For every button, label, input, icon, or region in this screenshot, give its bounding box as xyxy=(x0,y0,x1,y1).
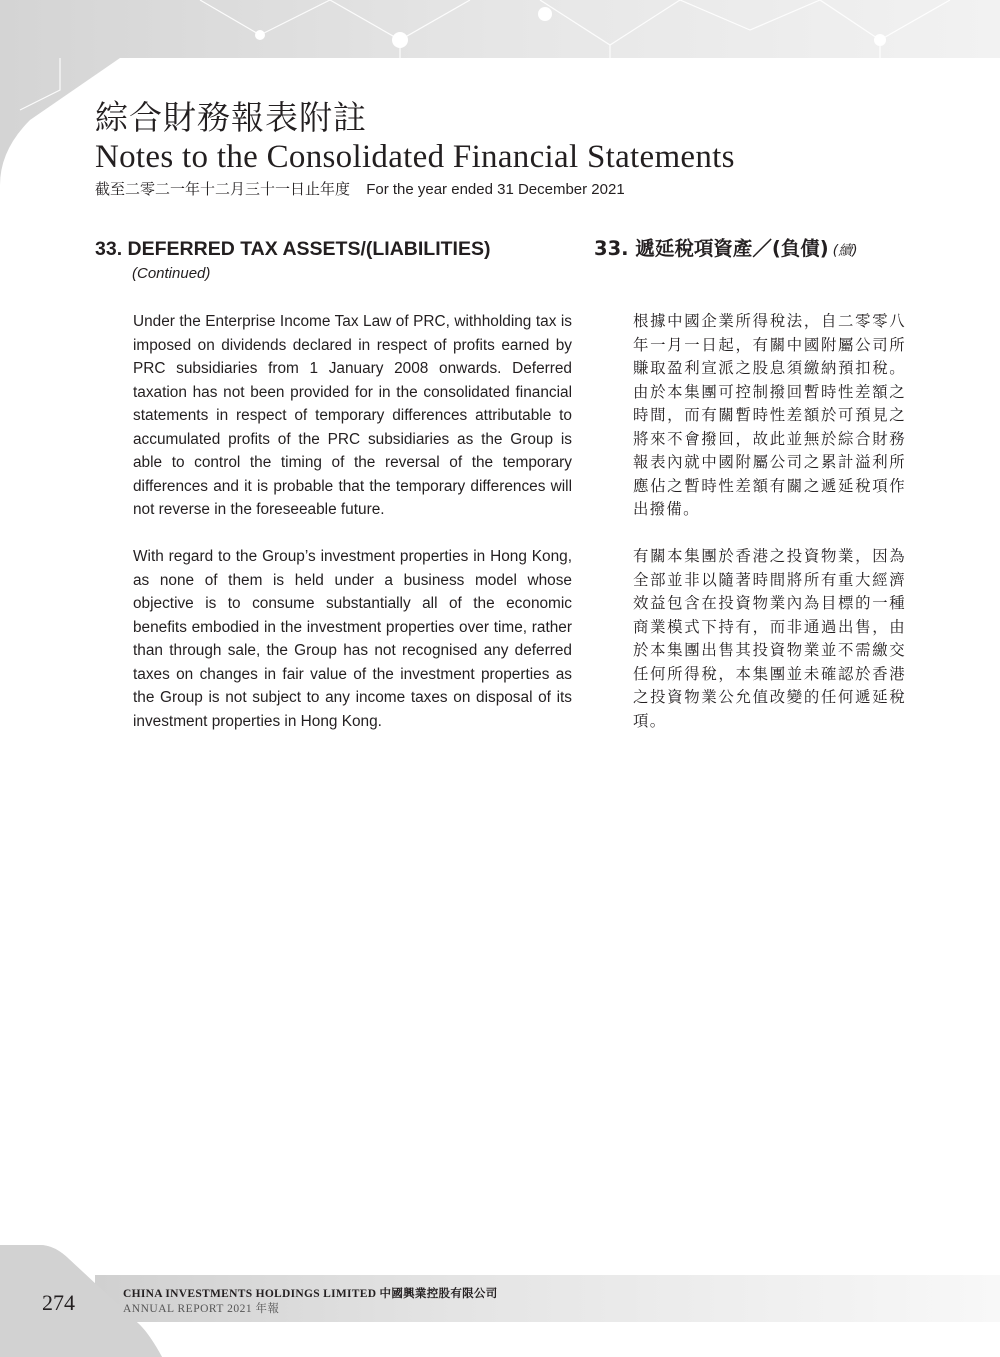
page-header-period xyxy=(95,178,625,201)
section-title-en: 33. DEFERRED TAX ASSETS/(LIABILITIES) xyxy=(95,238,491,260)
paragraph-en-1: Under the Enterprise Income Tax Law of PRC, withholding tax is imposed on dividends declared in respect of profits earned by PRC subsidiaries from 1 January 2008 onwards. Deferred taxation has not been provided for in the consolidated financial statements in respect of temporary differences attributable to accumulated profits of the PRC subsidiaries as the Group is able to control the timing of the reversal of the temporary differences and it is probable that the temporary differences will not reverse in the foreseeable future. xyxy=(133,313,572,518)
page-number: 274 xyxy=(42,1290,75,1315)
section-title-zh-text: 33. 遞延稅項資產／(負債) xyxy=(594,237,829,260)
page-header-title-en: Notes to the Consolidated Financial Statements xyxy=(95,139,735,175)
paragraph-en-2: With regard to the Group’s investment properties in Hong Kong, as none of them is held under a business model whose objective is to consume substantially all of the economic benefits embodied in the investment properties over time, rather than through sale, the Group has not recognised any deferred taxes on changes in fair value of the investment properties as the Group is not subject to any income taxes on disposal of its investment properties in Hong Kong. xyxy=(133,548,572,730)
paragraph-zh-1: 根據中國企業所得稅法，自二零零八年一月一日起，有關中國附屬公司所賺取盈利宣派之股息須繳納預扣稅。由於本集團可控制撥回暫時性差額之時間，而有關暫時性差額於可預見之將來不會撥回，故此並無於綜合財務報表內就中國附屬公司之累計溢利所應佔之暫時性差額有關之遞延稅項作出撥備。 xyxy=(633,312,906,518)
period-zh: 截至二零二一年十二月三十一日止年度 xyxy=(95,180,351,198)
period-en: For the year ended 31 December 2021 xyxy=(366,181,625,198)
footer-company-name: CHINA INVESTMENTS HOLDINGS LIMITED 中國興業控股有限公司 xyxy=(123,1288,498,1300)
section-continued-en: (Continued) xyxy=(132,265,211,282)
section-continued-zh: (續) xyxy=(832,243,858,259)
footer-report-name: ANNUAL REPORT 2021 年報 xyxy=(123,1303,280,1315)
page-header-title-zh: 綜合財務報表附註 xyxy=(95,98,367,137)
section-title-zh xyxy=(594,235,858,265)
paragraph-zh-2: 有關本集團於香港之投資物業，因為全部並非以隨著時間將所有重大經濟效益包含在投資物業內為目標的一種商業模式下持有，而非通過出售，由於本集團出售其投資物業並不需繳交任何所得稅，本集團並未確認於香港之投資物業公允值改變的任何遞延稅項。 xyxy=(633,547,906,730)
